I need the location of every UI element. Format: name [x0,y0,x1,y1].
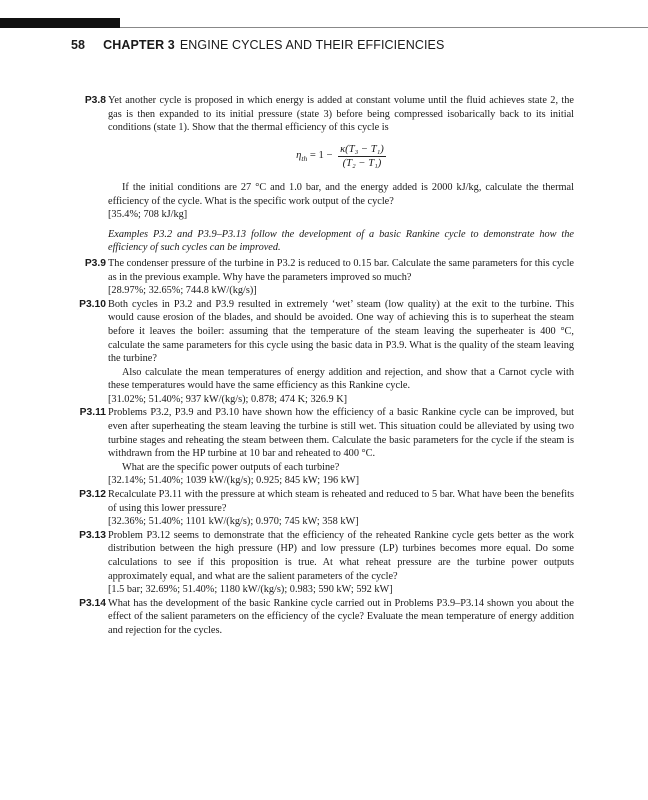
eq-eta: η [296,149,302,161]
problem-number: P3.12 [79,489,106,501]
problem-text: Recalculate P3.11 with the pressure at which steam is reheated and reduced to 5 bar. What have been the benefits of using this lower pressure? [108,489,574,514]
problem-p3-12 [72,488,574,529]
problem-p3-11 [72,406,574,488]
problem-text-continued: Also calculate the mean temperatures of energy addition and rejection, and show that a Carnot cycle with these temperatures would have the same efficiency as this Rankine cycle. [108,366,574,392]
rankine-intro-note: Examples P3.2 and P3.9–P3.13 follow the development of a basic Rankine cycle to demonstrate how the efficiency of such cycles can be improved. [108,228,574,254]
problem-number: P3.13 [79,529,106,541]
problem-answer: [35.4%; 708 kJ/kg] [108,209,188,221]
eq-one-minus: = 1 − [307,149,336,161]
problem-text: Yet another cycle is proposed in which energy is added at constant volume until the fluid achieves state 2, the gas is then expanded to its initial pressure (state 3) before being compressed isobarically back to its initial conditions (state 1). Show that the thermal efficiency of this cycle is [108,95,574,134]
problem-answer: [31.02%; 51.40%; 937 kW/(kg/s); 0.878; 474 K; 326.9 K] [108,393,348,405]
problem-number: P3.8 [84,95,106,106]
problem-number: P3.11 [79,407,106,419]
eq-denominator: (T₂ − T₁) [342,158,382,170]
problem-text: The condenser pressure of the turbine in P3.2 is reduced to 0.15 bar. Calculate the same parameters for this cycle as in the previous example. Why have the parameters improved so much? [108,257,574,283]
problem-p3-10 [72,298,574,407]
problem-text: Problems P3.2, P3.9 and P3.10 have shown how the efficiency of a basic Rankine cycle can be improved, but even after superheating the steam leaving the turbine is still wet. This situation could be alleviated by using two turbine stages and reheating the steam between them. Calculate the basic parameters for the cycle if the steam is withdrawn from the HP turbine at 10 bar and reheated to 400 °C. [108,407,574,460]
problem-answer: [28.97%; 32.65%; 744.8 kW/(kg/s)] [108,285,257,297]
chapter-label: CHAPTER 3 [103,38,175,52]
problem-number: P3.10 [79,298,106,310]
eq-numerator: κ(T₃ − T₁) [338,143,386,158]
eq-fraction [338,143,386,171]
running-header [71,38,444,52]
problem-number: P3.14 [79,597,106,609]
problem-p3-13 [72,529,574,597]
problem-answer: [32.14%; 51.40%; 1039 kW/(kg/s); 0.925; 845 kW; 196 kW] [108,475,360,487]
eq-eta-subscript: th [301,153,308,163]
problem-text: Both cycles in P3.2 and P3.9 resulted in extremely ‘wet’ steam (low quality) at the exit to the turbine. This would cause erosion of the blades, and should be avoided. One way of achieving this is to superheat the steam before it leaves the boiler: assuming that the temperature of the steam leaving the superheater is 400 °C, calculate the same parameters for this cycle using the basic data in P3.9. What is the quality of the steam leaving the turbine? [108,298,574,365]
problem-p3-14 [72,597,574,638]
problem-text: What has the development of the basic Rankine cycle carried out in Problems P3.9–P3.14 shown you about the effect of the salient parameters on the efficiency of the cycle? Evaluate the mean temperature of energy addition and rejection for the cycles. [108,597,574,636]
problem-number: P3.9 [84,257,106,269]
problem-answer: [32.36%; 51.40%; 1101 kW/(kg/s); 0.970; 745 kW; 358 kW] [108,516,359,528]
problem-text-continued: If the initial conditions are 27 °C and 1.0 bar, and the energy added is 2000 kJ/kg, calculate the thermal efficiency of the cycle. What is the specific work output of the cycle? [108,181,574,207]
problem-text: Problem P3.12 seems to demonstrate that the efficiency of the reheated Rankine cycle gets better as the work distribution between the high pressure (HP) and low pressure (LP) turbines becomes more equal. Do some calculations to see if this proposition is true. At what reheat pressure are the turbine power outputs approximately equal, and what are the salient parameters of the cycle? [108,529,574,582]
problem-text-continued: What are the specific power outputs of each turbine? [122,461,340,473]
page-number: 58 [71,38,86,52]
header-black-bar [0,18,120,28]
chapter-title: ENGINE CYCLES AND THEIR EFFICIENCIES [179,38,445,52]
problem-p3-9 [72,257,574,298]
header-rule [120,27,648,28]
problem-p3-8 [72,94,574,222]
problem-answer: [1.5 bar; 32.69%; 51.40%; 1180 kW/(kg/s); 0.983; 590 kW; 592 kW] [108,584,393,596]
page-body [72,94,574,638]
efficiency-equation [108,143,574,171]
